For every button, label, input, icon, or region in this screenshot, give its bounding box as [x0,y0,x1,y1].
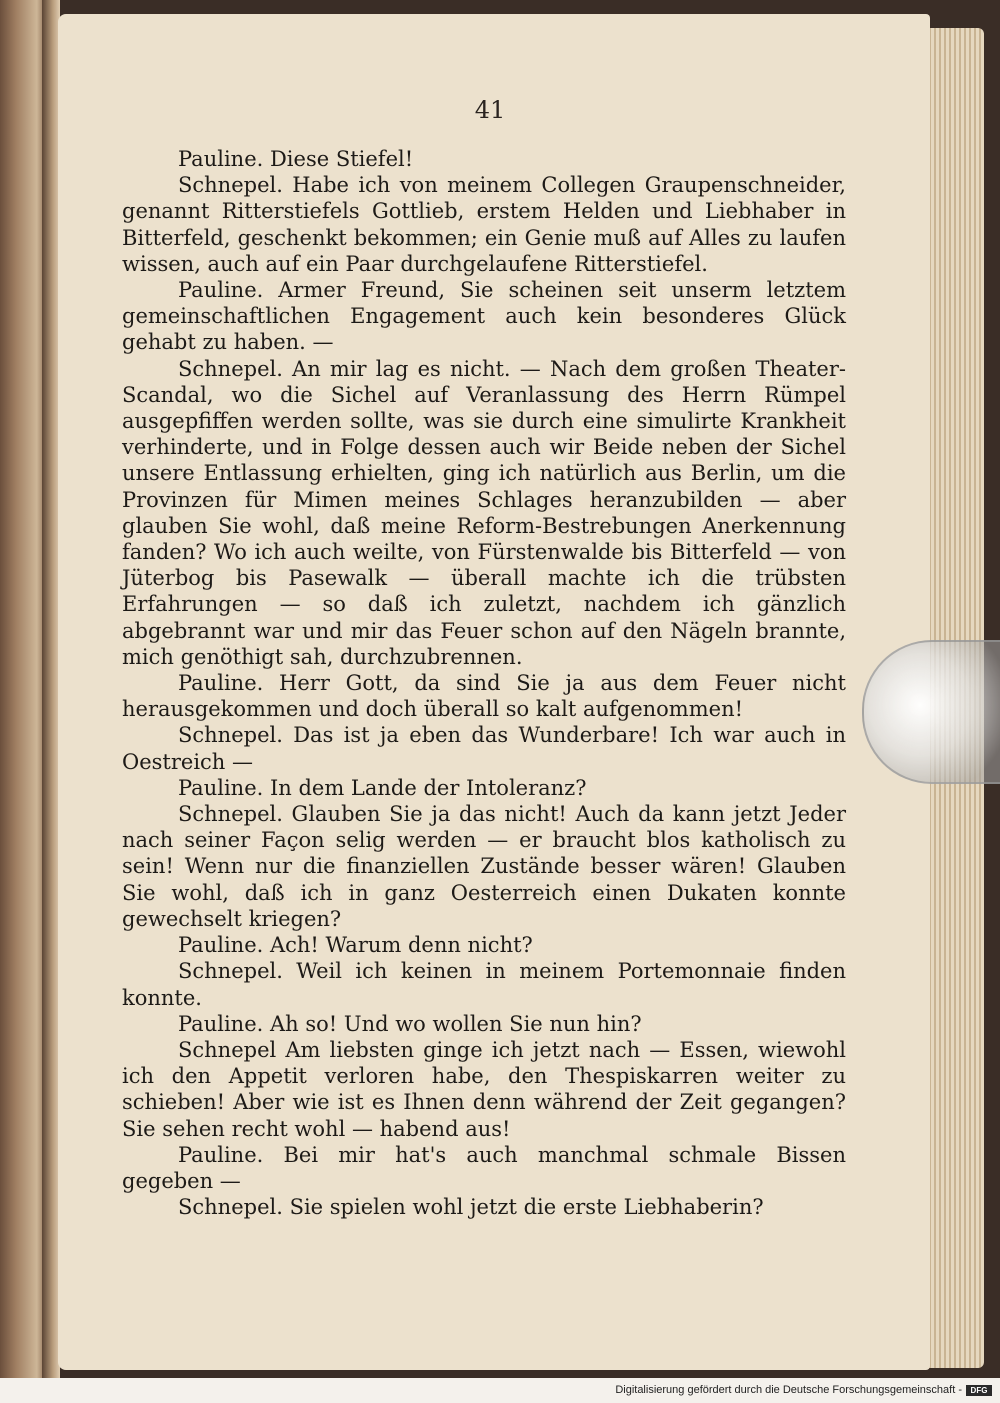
facing-page-edge [0,0,46,1378]
paragraph: Schnepel Am liebsten ginge ich jetzt nach — Essen, wiewohl ich den Appetit verloren habe, den Thespiskarren weiter zu schieben! Aber wie ist es Ihnen denn während der Zeit gegangen? Sie sehen recht wohl — habend aus! [122,1037,846,1141]
dfg-logo-icon: DFG [966,1385,992,1396]
credit-text: Digitalisierung gefördert durch die Deutsche Forschungsgemeinschaft - [615,1384,962,1396]
paragraph: Pauline. Armer Freund, Sie scheinen seit unserm letztem gemeinschaftlichen Engagement auch kein besonderes Glück gehabt zu haben. — [122,278,846,355]
page-text [122,146,846,1220]
paragraph: Schnepel. Habe ich von meinem Collegen Graupenschneider, genannt Ritterstiefels Gottlieb, erstem Helden und Liebhaber in Bitterfeld, geschenkt bekommen; ein Genie muß auf Alles zu laufen wissen, auch auf ein Paar durchgelaufene Ritterstiefel. [122,173,846,276]
paragraph: Pauline. Ah so! Und wo wollen Sie nun hin? [178,1011,642,1036]
paragraph: Pauline. Bei mir hat's auch manchmal schmale Bissen gegeben — [122,1142,846,1193]
paragraph: Pauline. Ach! Warum denn nicht? [178,933,533,958]
page-clip [862,640,1000,784]
paragraph: Schnepel. Das ist ja eben das Wunderbare! Ich war auch in Oestreich — [122,723,846,774]
page-number: 41 [474,96,506,124]
paragraph: Pauline. Diese Stiefel! [178,147,414,171]
paragraph: Schnepel. Glauben Sie ja das nicht! Auch da kann jetzt Jeder nach seiner Façon selig werden — er braucht blos katholisch zu sein! Wenn nur die finanziellen Zustände besser wären! Glauben Sie wohl, daß ich in ganz Oesterreich einen Dukaten konnte gewechselt kriegen? [122,802,846,931]
paragraph: Schnepel. An mir lag es nicht. — Nach dem großen Theater-Scandal, wo die Sichel auf Veranlassung des Herrn Rümpel ausgepfiffen werden sollte, was sie durch eine simulirte Krankheit verhinderte, und in Folge dessen auch wir Beide neben der Sichel unsere Entlassung erhielten, ging ich natürlich aus Berlin, um die Provinzen für Mimen meines Schlages heranzubilden — aber glauben Sie wohl, daß meine Reform-Bestrebungen Anerkennung fanden? Wo ich auch weilte, von Fürstenwalde bis Bitterfeld — von Jüterbog bis Pasewalk — überall machte ich die trübsten Erfahrungen — so daß ich zuletzt, nachdem ich gänzlich abgebrannt war und mir das Feuer schon auf den Nägeln brannte, mich genöthigt sah, durchzubrennen. [122,356,846,669]
paragraph: Pauline. In dem Lande der Intoleranz? [178,775,587,800]
paragraph: Schnepel. Sie spielen wohl jetzt die erste Liebhaberin? [178,1195,764,1220]
digitization-credit [615,1384,992,1396]
paragraph: Schnepel. Weil ich keinen in meinem Portemonnaie finden konnte. [122,959,846,1010]
paragraph: Pauline. Herr Gott, da sind Sie ja aus dem Feuer nicht herausgekommen und doch überall so kalt aufgenommen! [122,671,846,722]
